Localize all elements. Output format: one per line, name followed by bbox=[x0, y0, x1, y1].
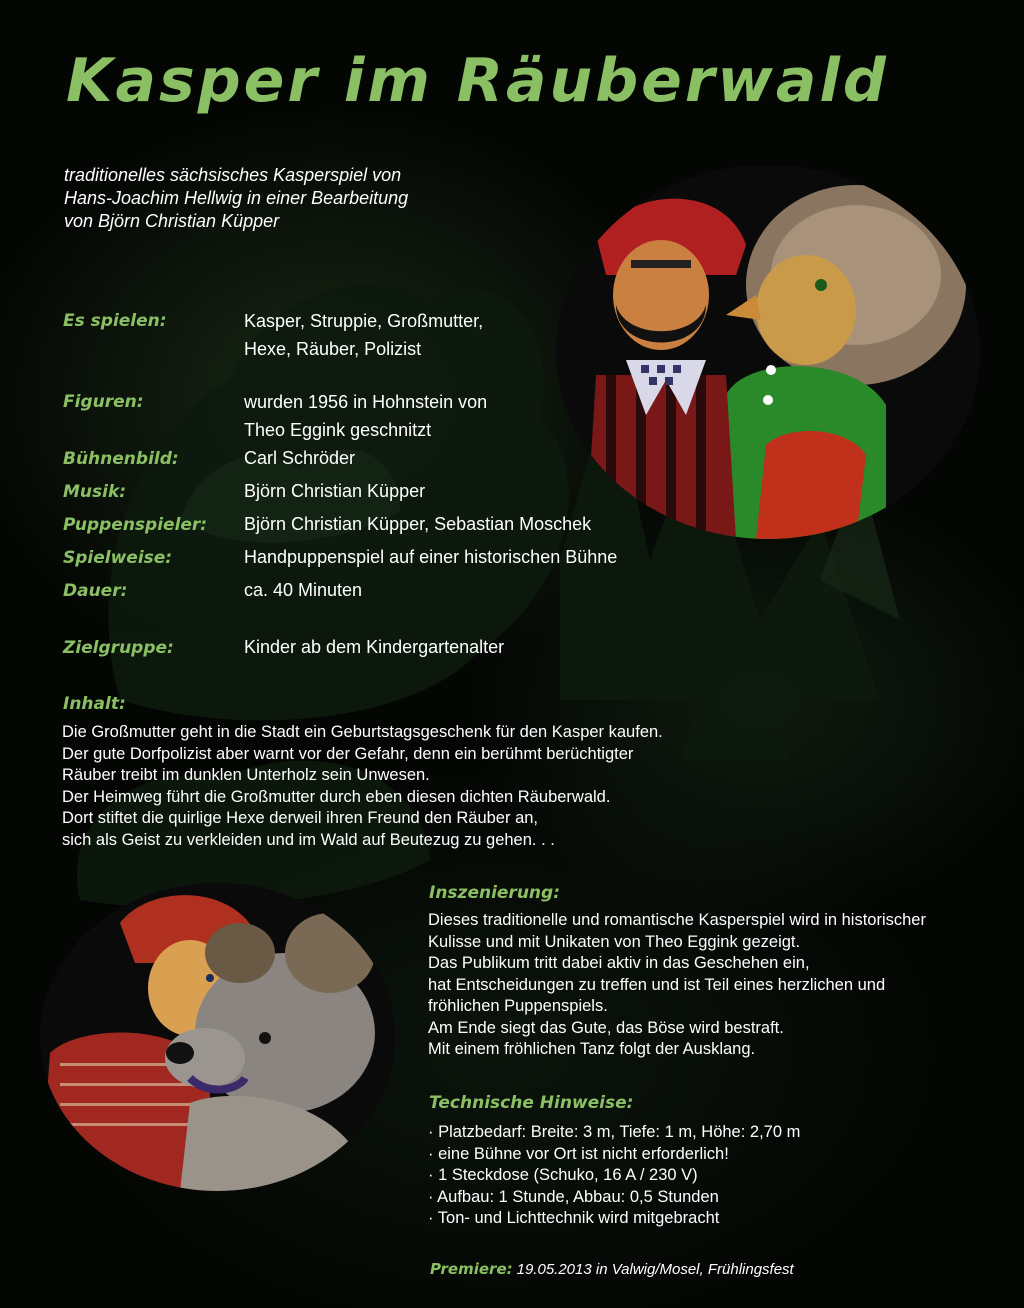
label-dauer: Dauer: bbox=[63, 581, 128, 601]
value-musik: Björn Christian Küpper bbox=[244, 481, 426, 501]
inszenierung-text bbox=[428, 910, 926, 1061]
value-zielgruppe: Kinder ab dem Kindergartenalter bbox=[244, 637, 505, 657]
subtitle-line: traditionelles sächsisches Kasperspiel von bbox=[64, 165, 402, 185]
value-line: wurden 1956 in Hohnstein von bbox=[244, 392, 488, 412]
technik-list bbox=[428, 1122, 800, 1230]
text-line: Der Heimweg führt die Großmutter durch eben diesen dichten Räuberwald. bbox=[62, 787, 611, 806]
text-line: hat Entscheidungen zu treffen und ist Teil eines herzlichen und bbox=[428, 975, 886, 994]
subtitle bbox=[64, 164, 408, 233]
value-dauer: ca. 40 Minuten bbox=[244, 580, 363, 600]
list-item: · eine Bühne vor Ort ist nicht erforderlich! bbox=[428, 1144, 729, 1163]
value-es-spielen bbox=[244, 307, 483, 363]
subtitle-line: von Björn Christian Küpper bbox=[64, 211, 280, 231]
puppet-illustration bbox=[556, 165, 980, 539]
text-line: Die Großmutter geht in die Stadt ein Geburtstagsgeschenk für den Kasper kaufen. bbox=[62, 723, 663, 741]
label-musik: Musik: bbox=[63, 482, 127, 502]
list-item: · 1 Steckdose (Schuko, 16 A / 230 V) bbox=[428, 1166, 698, 1184]
label-zielgruppe: Zielgruppe: bbox=[63, 638, 174, 658]
premiere-line bbox=[430, 1260, 794, 1278]
label-buehnenbild: Bühnenbild: bbox=[63, 449, 179, 469]
kasper-bear-photo bbox=[40, 883, 395, 1191]
value-line: Theo Eggink geschnitzt bbox=[244, 420, 432, 440]
label-puppenspieler: Puppenspieler: bbox=[63, 515, 208, 535]
text-line: Mit einem fröhlichen Tanz folgt der Ausklang. bbox=[428, 1040, 756, 1058]
text-line: Kulisse und mit Unikaten von Theo Eggink gezeigt. bbox=[428, 932, 801, 951]
list-item: · Ton- und Lichttechnik wird mitgebracht bbox=[428, 1209, 720, 1227]
premiere-value: 19.05.2013 in Valwig/Mosel, Frühlingsfest bbox=[516, 1261, 794, 1278]
value-line: Hexe, Räuber, Polizist bbox=[244, 339, 422, 359]
puppet-illustration bbox=[40, 883, 395, 1191]
label-es-spielen: Es spielen: bbox=[63, 311, 167, 331]
label-spielweise: Spielweise: bbox=[63, 548, 173, 568]
text-line: Das Publikum tritt dabei aktiv in das Geschehen ein, bbox=[428, 954, 810, 972]
inhalt-text bbox=[62, 722, 663, 851]
heading-inszenierung: Inszenierung: bbox=[429, 883, 560, 903]
text-line: sich als Geist zu verkleiden und im Wald auf Beutezug zu gehen. . . bbox=[62, 830, 555, 849]
heading-technik: Technische Hinweise: bbox=[429, 1093, 634, 1113]
premiere-label: Premiere: bbox=[430, 1260, 513, 1278]
text-line: Dieses traditionelle und romantische Kasperspiel wird in historischer bbox=[428, 911, 926, 929]
text-line: Am Ende siegt das Gute, das Böse wird bestraft. bbox=[428, 1018, 784, 1037]
text-line: fröhlichen Puppenspiels. bbox=[428, 997, 608, 1015]
label-figuren: Figuren: bbox=[63, 392, 144, 412]
heading-inhalt: Inhalt: bbox=[63, 694, 126, 714]
value-puppenspieler: Björn Christian Küpper, Sebastian Moschek bbox=[244, 514, 592, 534]
kasper-robber-photo bbox=[556, 165, 980, 539]
text-line: Dort stiftet die quirlige Hexe derweil ihren Freund den Räuber an, bbox=[62, 809, 539, 827]
text-line: Räuber treibt im dunklen Unterholz sein Unwesen. bbox=[62, 766, 430, 784]
value-figuren bbox=[244, 388, 487, 444]
list-item: · Aufbau: 1 Stunde, Abbau: 0,5 Stunden bbox=[428, 1187, 719, 1206]
subtitle-line: Hans-Joachim Hellwig in einer Bearbeitung bbox=[64, 188, 409, 208]
value-spielweise: Handpuppenspiel auf einer historischen Bühne bbox=[244, 547, 618, 567]
text-line: Der gute Dorfpolizist aber warnt vor der Gefahr, denn ein berühmt berüchtigter bbox=[62, 744, 634, 763]
page-title: Kasper im Räuberwald bbox=[66, 46, 889, 116]
value-line: Kasper, Struppie, Großmutter, bbox=[244, 311, 484, 331]
value-buehnenbild: Carl Schröder bbox=[244, 448, 356, 468]
list-item: · Platzbedarf: Breite: 3 m, Tiefe: 1 m, Höhe: 2,70 m bbox=[428, 1123, 801, 1141]
